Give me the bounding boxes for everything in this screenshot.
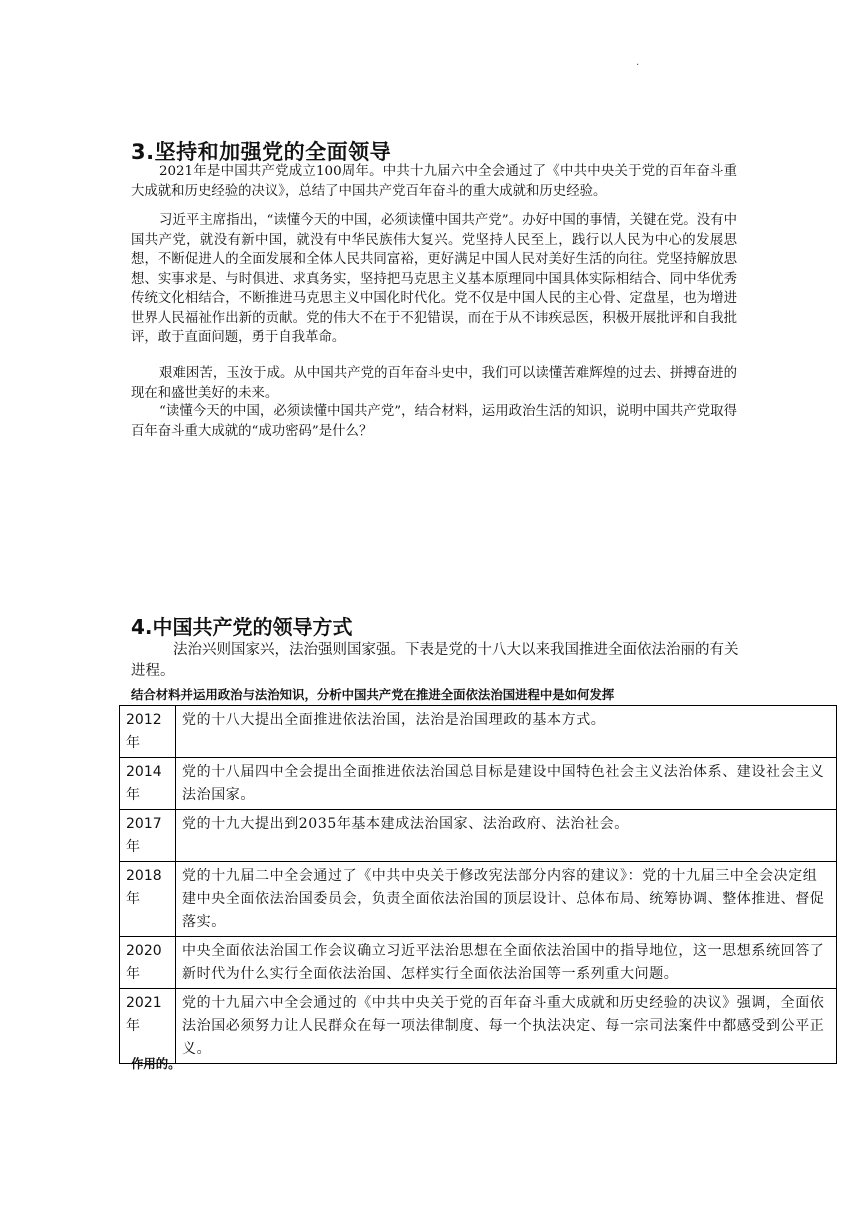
year-cell: 2020年 [120, 937, 176, 989]
year-cell: 2018年 [120, 862, 176, 937]
table-row [120, 862, 837, 937]
section-4-heading: 4.中国共产党的领导方式 [131, 615, 353, 639]
section-4-task: 结合材料并运用政治与法治知识，分析中国共产党在推进全面依法治国进程中是如何发挥 [131, 687, 615, 702]
section-3-paragraph-2: 习近平主席指出，“读懂今天的中国，必须读懂中国共产党”。办好中国的事情，关键在党。没有中国共产党，就没有新中国，就没有中华民族伟大复兴。党坚持人民至上，践行以人民为中心的发展思想，不断促进人的全面发展和全体人民共同富裕，更好满足中国人民对美好生活的向往。党坚持解放思想、实事求是、与时俱进、求真务实，坚持把马克思主义基本原理同中国具体实际相结合、同中华优秀传统文化相结合，不断推进马克思主义中国化时代化。党不仅是中国人民的主心骨、定盘星，也为增进世界人民福祉作出新的贡献。党的伟大不在于不犯错误，而在于从不讳疾忌医，积极开展批评和自我批评，敢于直面问题，勇于自我革命。 [131, 213, 737, 345]
event-cell: 党的十八大提出全面推进依法治国，法治是治国理政的基本方式。 [176, 706, 837, 758]
event-cell: 党的十九届二中全会通过了《中共中央关于修改宪法部分内容的建议》：党的十九届三中全会决定组建中央全面依法治国委员会，负责全面依法治国的顶层设计、总体布局、统筹协调、整体推进、督促落实。 [176, 862, 837, 937]
event-cell: 党的十九大提出到2035年基本建成法治国家、法治政府、法治社会。 [176, 810, 837, 862]
rule-of-law-timeline-table [119, 705, 837, 1064]
event-cell: 党的十八届四中全会提出全面推进依法治国总目标是建设中国特色社会主义法治体系、建设社会主义法治国家。 [176, 758, 837, 810]
section-3-question: “读懂今天的中国，必须读懂中国共产党”，结合材料，运用政治生活的知识，说明中国共产党取得百年奋斗重大成就的“成功密码”是什么？ [131, 404, 737, 439]
table-row [120, 706, 837, 758]
year-cell: 2017年 [120, 810, 176, 862]
page-marker: · [636, 60, 640, 71]
table-row [120, 989, 837, 1064]
section-4-task-continuation: 作用的。 [131, 1056, 181, 1071]
table-row [120, 937, 837, 989]
section-3-paragraph-1: 2021年是中国共产党成立100周年。中共十九届六中全会通过了《中共中央关于党的百年奋斗重大成就和历史经验的决议》，总结了中国共产党百年奋斗的重大成就和历史经验。 [131, 164, 737, 199]
event-cell: 党的十九届六中全会通过的《中共中央关于党的百年奋斗重大成就和历史经验的决议》强调，全面依法治国必须努力让人民群众在每一项法律制度、每一个执法决定、每一宗司法案件中都感受到公平正义。 [176, 989, 837, 1064]
section-4-intro: 法治兴则国家兴，法治强则国家强。下表是党的十八大以来我国推进全面依法治丽的有关进程。 [131, 642, 739, 679]
section-3-heading: 3.坚持和加强党的全面领导 [131, 140, 392, 164]
table-row [120, 758, 837, 810]
section-3-paragraph-3: 艰难困苦，玉汝于成。从中国共产党的百年奋斗史中，我们可以读懂苦难辉煌的过去、拼搏奋进的现在和盛世美好的未来。 [131, 366, 737, 401]
year-cell: 2012年 [120, 706, 176, 758]
year-cell: 2014年 [120, 758, 176, 810]
table-row [120, 810, 837, 862]
year-cell: 2021年 [120, 989, 176, 1064]
event-cell: 中央全面依法治国工作会议确立习近平法治思想在全面依法治国中的指导地位，这一思想系统回答了新时代为什么实行全面依法治国、怎样实行全面依法治国等一系列重大问题。 [176, 937, 837, 989]
